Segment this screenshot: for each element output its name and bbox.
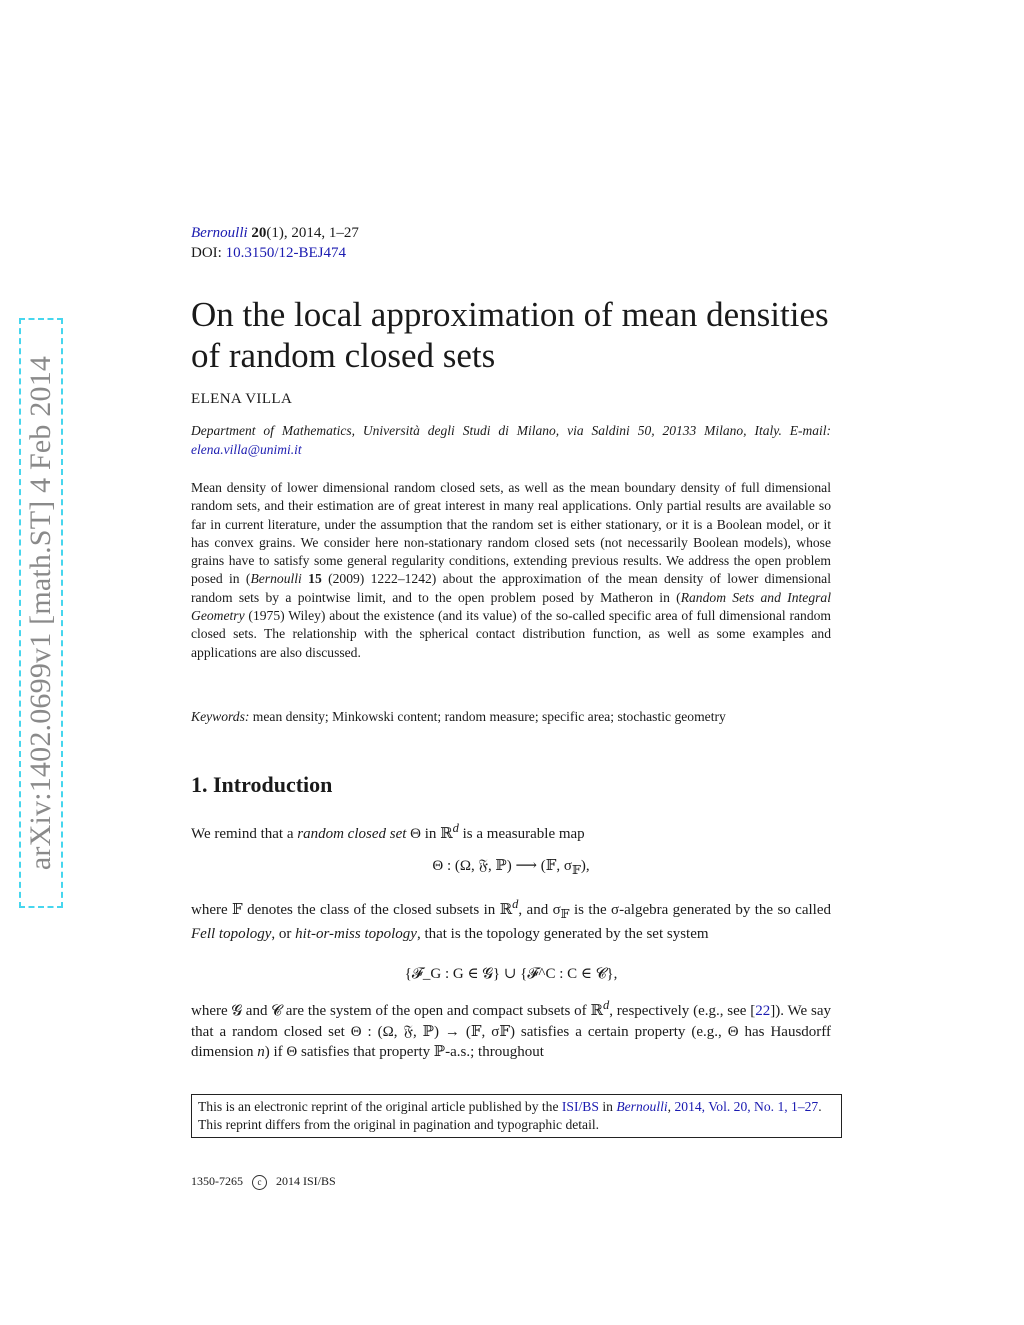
email-link[interactable]: elena.villa@unimi.it — [191, 442, 302, 457]
p1-text-b: Θ in ℝ — [406, 826, 453, 842]
p3-text-c: ]). We say that a random closed set Θ : (Ω, 𝔉, ℙ) → (𝔽, σ𝔽) satisfies a certain property (e.g., Θ has Hausdorff dimension — [191, 1003, 831, 1060]
reprint-journal-link[interactable]: Bernoulli — [616, 1099, 668, 1114]
journal-issue: (1), 2014, 1–27 — [266, 225, 359, 241]
p2-text-e: , that is the topology generated by the set system — [416, 926, 709, 942]
abstract — [191, 479, 831, 662]
eq1-main: Θ : (Ω, 𝔉, ℙ) ⟶ (𝔽, σ — [432, 858, 573, 874]
abstract-part-3: (1975) Wiley) about the existence (and its value) of the so-called specific area of full dimensional random closed sets. The relationship with the spherical contact distribution function, as well as some examples and applications are also discussed. — [191, 608, 831, 660]
p3-n: n — [257, 1044, 265, 1060]
reprint-text-2: in — [598, 1099, 617, 1114]
paper-title — [191, 294, 831, 376]
eq1-end: ), — [580, 858, 590, 874]
journal-info — [191, 223, 831, 263]
p2-text-c: is the σ-algebra generated by the so called — [569, 902, 831, 918]
arxiv-stamp — [19, 318, 63, 908]
affiliation-text: Department of Mathematics, Università degli Studi di Milano, via Saldini 50, 20133 Milano, Italy. E-mail: — [191, 423, 831, 438]
term-random-closed-set: random closed set — [297, 826, 407, 842]
reprint-text-1: This is an electronic reprint of the original article published by the — [198, 1099, 562, 1114]
p3-sup: d — [602, 998, 610, 1012]
abstract-ref1-volume: 15 — [308, 571, 322, 587]
issn: 1350-7265 — [191, 1174, 243, 1188]
p3-text-a: where 𝓖 and 𝓒 are the system of the open and compact subsets of ℝ — [191, 1003, 603, 1019]
author: ELENA VILLA — [191, 391, 293, 407]
p1-text-c: is a measurable map — [458, 826, 585, 842]
p2-sup: d — [512, 897, 519, 911]
reprint-citation-link[interactable]: 2014, Vol. 20, No. 1, 1–27 — [674, 1099, 819, 1114]
keywords — [191, 708, 831, 726]
copyright-line — [191, 1174, 336, 1190]
p2-text-b: , and σ — [518, 902, 561, 918]
p3-text-b: , respectively (e.g., see [ — [609, 1003, 756, 1019]
isi-bs-link[interactable]: ISI/BS — [561, 1099, 599, 1114]
p3-text-d: ) if Θ satisfies that property ℙ-a.s.; throughout — [264, 1044, 544, 1060]
keywords-label: Keywords: — [191, 709, 250, 724]
p2-text-a: where 𝔽 denotes the class of the closed subsets in ℝ — [191, 902, 513, 918]
title-line-2: of random closed sets — [191, 336, 496, 375]
affiliation — [191, 421, 831, 459]
journal-volume: 20 — [251, 225, 267, 241]
copyright-text: 2014 ISI/BS — [276, 1174, 336, 1188]
equation-1 — [191, 856, 831, 878]
abstract-part-2: (2009) 1222–1242) about the approximation of the mean density of lower dimensional random sets by a pointwise limit, and to the open problem posed by Matheron in ( — [191, 571, 831, 605]
eq1-sub: 𝔽 — [572, 863, 581, 877]
p2-sub: 𝔽 — [560, 907, 570, 921]
intro-paragraph-1 — [191, 818, 831, 844]
reprint-notice-box — [191, 1094, 842, 1138]
arxiv-id: arXiv:1402.0699v1 [math.ST] 4 Feb 2014 — [24, 355, 57, 871]
abstract-part-1: Mean density of lower dimensional random closed sets, as well as the mean boundary density of full dimensional random sets, and their estimation are of great interest in many real applications. Only partial results are available so far in current literature, under the assumption that the random set is either stationary, or it is a Boolean model, or it has convex grains. We consider here non-stationary random closed sets (not necessarily Boolean models), whose grains have to satisfy some general regularity conditions, extending previous results. We address the open problem posed in ( — [191, 480, 831, 587]
abstract-ref1-journal: Bernoulli — [250, 571, 302, 587]
keywords-list: mean density; Minkowski content; random measure; specific area; stochastic geometry — [249, 709, 726, 724]
copyright-icon: c — [252, 1175, 267, 1190]
p2-text-d: , or — [271, 926, 296, 942]
equation-2: {𝓕_G : G ∈ 𝓖} ∪ {𝓕^C : C ∈ 𝓒}, — [404, 966, 618, 982]
doi-label: DOI: — [191, 245, 226, 261]
title-line-1: On the local approximation of mean densities — [191, 295, 829, 334]
term-fell-topology: Fell topology — [191, 926, 272, 942]
p1-sup: d — [452, 821, 459, 835]
intro-paragraph-3 — [191, 995, 831, 1063]
reprint-text-3: , — [667, 1099, 675, 1114]
reprint-text-4: . This reprint differs from the original in pagination and typographic detail. — [198, 1099, 822, 1132]
p1-text-a: We remind that a — [191, 826, 298, 842]
section-heading-introduction: 1. Introduction — [191, 772, 333, 797]
doi-link[interactable]: 10.3150/12-BEJ474 — [225, 245, 346, 261]
journal-name-link[interactable]: Bernoulli — [191, 225, 248, 241]
term-hit-or-miss: hit-or-miss topology — [295, 926, 417, 942]
intro-paragraph-2 — [191, 894, 831, 944]
citation-22-link[interactable]: 22 — [755, 1003, 771, 1019]
abstract-ref2-book: Random Sets and Integral Geometry — [191, 589, 831, 624]
